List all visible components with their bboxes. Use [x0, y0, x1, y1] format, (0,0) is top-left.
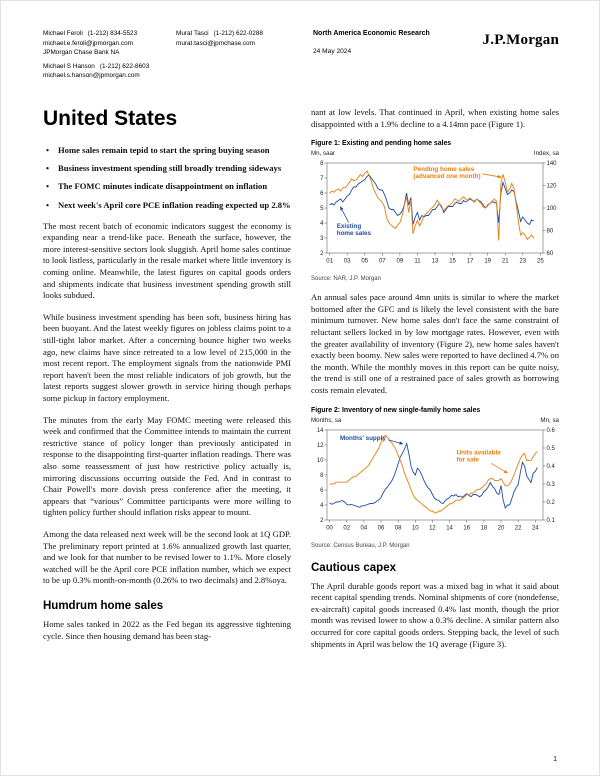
svg-text:120: 120	[546, 183, 557, 190]
svg-text:Months' supply: Months' supply	[339, 434, 386, 442]
svg-text:0.3: 0.3	[546, 481, 555, 488]
svg-text:2: 2	[320, 251, 324, 258]
svg-text:06: 06	[377, 525, 385, 532]
figure-1-title: Figure 1: Existing and pending home sales	[311, 140, 452, 148]
svg-text:10: 10	[316, 457, 324, 464]
svg-text:21: 21	[501, 258, 509, 265]
svg-text:0.2: 0.2	[546, 499, 555, 506]
svg-text:13: 13	[431, 258, 439, 265]
svg-text:Units available: Units available	[456, 448, 501, 456]
svg-text:19: 19	[484, 258, 492, 265]
page-title: United States	[43, 107, 178, 130]
svg-text:08: 08	[394, 525, 402, 532]
svg-text:16: 16	[463, 525, 471, 532]
page-number: 1	[553, 756, 557, 763]
svg-text:7: 7	[320, 176, 324, 183]
svg-text:140: 140	[546, 161, 557, 168]
page-header	[43, 29, 559, 85]
body-paragraph: nant at low levels. That continued in April, when existing home sales disappointed with a 1.9% decline to a 4.14mn pace (Figure 1).	[311, 107, 559, 129]
bullet-item: • Business investment spending still broadly trending sideways	[43, 163, 291, 174]
svg-text:00: 00	[326, 525, 333, 532]
svg-text:03: 03	[343, 258, 351, 265]
svg-text:12: 12	[429, 525, 436, 532]
body-paragraph: The most recent batch of economic indicators suggest the economy is expanding near a trend-like pace. Beneath the surface, however, the more interest-sensitive sectors look sluggish. April home sales continue to look listless, particularly in the resale market where little inventory is coming online. Meanwhile, the latest figures on capital goods orders and shipments indicate that business investment spending growth still looks subdued.	[43, 220, 291, 301]
figure-2	[311, 407, 559, 549]
svg-text:02: 02	[343, 525, 351, 532]
svg-text:25: 25	[537, 258, 544, 265]
figure-2-chart	[311, 425, 559, 537]
svg-text:15: 15	[449, 258, 456, 265]
svg-text:80: 80	[546, 228, 554, 235]
svg-text:Pending home sales: Pending home sales	[413, 166, 475, 174]
svg-text:0.5: 0.5	[546, 445, 555, 452]
contact-name: Michael S Hanson	[43, 62, 95, 70]
header-contacts-column-2	[176, 29, 313, 85]
contact-block	[176, 29, 313, 48]
svg-text:0.6: 0.6	[546, 427, 555, 434]
contact-line	[43, 62, 176, 72]
contact-org: JPMorgan Chase Bank NA	[43, 49, 120, 57]
svg-text:8: 8	[320, 161, 324, 168]
svg-text:22: 22	[514, 525, 522, 532]
svg-text:24: 24	[531, 525, 539, 532]
left-axis-unit: Mn, saar	[311, 150, 336, 158]
svg-text:23: 23	[519, 258, 527, 265]
figure-1-chart	[311, 158, 559, 270]
svg-text:04: 04	[360, 525, 368, 532]
svg-text:60: 60	[546, 251, 554, 258]
section-heading-humdrum-home-sales: Humdrum home sales	[43, 599, 164, 612]
right-axis-unit: Mn, sa	[540, 416, 559, 424]
svg-text:0.1: 0.1	[546, 517, 555, 524]
contact-phone: (1-212) 622-0288	[213, 30, 263, 37]
svg-text:14: 14	[446, 525, 453, 532]
figure-2-source: Source: Census Bureau, J.P. Morgan	[311, 542, 410, 549]
bullet-item: • Next week's April core PCE inflation reading expected up 2.8%	[43, 200, 291, 211]
svg-text:8: 8	[320, 472, 324, 479]
body-paragraph: The minutes from the early May FOMC meeting were released this week and confirmed that the Committee intends to maintain the current restrictive stance of policy longer than previously anticipated in response to the disappointing first-quarter inflation readings. There was also some reassessment of just how restrictive policy actually is, mirroring discussions occurring outside the Fed. And in contrast to Chair Powell's more dovish press conference after the meeting, it appears that “various” Committee participants were more willing to tighten policy further should inflation risks appear to mount.	[43, 414, 291, 518]
jpmorgan-logo: J.P.Morgan	[482, 32, 559, 48]
svg-text:07: 07	[378, 258, 386, 265]
svg-text:18: 18	[480, 525, 488, 532]
svg-text:100: 100	[546, 206, 557, 213]
contact-block	[43, 29, 176, 58]
right-column	[311, 107, 559, 660]
contact-phone: (1-212) 834-5523	[87, 30, 138, 37]
bullet-item: • The FOMC minutes indicate disappointment on inflation	[43, 181, 291, 192]
svg-text:17: 17	[466, 258, 474, 265]
svg-text:6: 6	[320, 191, 324, 198]
contact-email: michael.e.feroli@jpmorgan.com	[43, 39, 133, 47]
summary-bullets	[43, 145, 291, 211]
svg-text:2: 2	[320, 517, 324, 524]
bullet-item: • Home sales remain tepid to start the spring buying season	[43, 145, 291, 156]
svg-text:01: 01	[326, 258, 333, 265]
svg-text:05: 05	[361, 258, 369, 265]
right-axis-unit: Index, sa	[533, 150, 559, 158]
contact-line	[176, 29, 313, 39]
research-division-title: North America Economic Research	[313, 30, 430, 37]
svg-text:5: 5	[320, 206, 324, 213]
contact-name: Murat Tasci	[176, 30, 209, 37]
figure-1-axis-units	[311, 150, 559, 157]
svg-text:14: 14	[316, 427, 324, 434]
body-paragraph: While business investment spending has been soft, business hiring has been buoyant. And the latest weekly figures on jobless claims point to a still-tight labor market. After a concerning bounce higher two weeks ago, new claims have since retreated to a low level of 215,000 in the most recent report. The employment signals from the nationwide PMI report haven't been the most reliable indicators of job growth, but the latest reports suggest slower growth in service hiring though perhaps some pickup in factory employment.	[43, 311, 291, 403]
svg-text:0.4: 0.4	[546, 463, 555, 470]
svg-text:4: 4	[320, 502, 324, 509]
section-heading-cautious-capex: Cautious capex	[311, 561, 396, 574]
svg-text:09: 09	[396, 258, 404, 265]
body-paragraph: An annual sales pace around 4mn units is similar to where the market bottomed after the GFC and is likely the level consistent with the bare minimum turnover. New home sales don't face the same constraint of reluctant sellers locked in by low mortgage rates. However, even with the greater availability of inventory (Figure 2), new home sales haven't exactly been boomy. New sales were reported to have declined 4.7% on the month. While the monthly moves in this report can be quite noisy, the trend is still one of a restrained pace of sales growth as borrowing costs remain elevated.	[311, 292, 559, 395]
figure-2-axis-units	[311, 417, 559, 424]
svg-text:(advanced one month): (advanced one month)	[413, 173, 481, 181]
svg-text:Existing: Existing	[336, 222, 362, 230]
left-column	[43, 107, 291, 652]
svg-text:12: 12	[316, 442, 324, 449]
contact-email: murat.tasci@jpmchase.com	[176, 39, 255, 47]
contact-email: michael.s.hanson@jpmorgan.com	[43, 72, 140, 80]
svg-text:3: 3	[320, 236, 324, 243]
header-contacts-column-1	[43, 29, 176, 85]
body-paragraph: Among the data released next week will be the second look at 1Q GDP. The preliminary report printed at 1.6% annualized growth last quarter, and we look for that number to be revised lower to 1.1%. More closely watched will be the April core PCE inflation number, which we expect to be up 0.3% month-on-month (0.26% to two decimals) and 2.8%oya.	[43, 528, 291, 586]
svg-text:6: 6	[320, 487, 324, 494]
body-paragraph: Home sales tanked in 2022 as the Fed began its aggressive tightening cycle. Since then housing demand has been stag-	[43, 618, 291, 641]
svg-text:11: 11	[414, 258, 421, 265]
contact-block	[43, 62, 176, 81]
svg-text:20: 20	[497, 525, 505, 532]
svg-text:4: 4	[320, 221, 324, 228]
contact-phone: (1-212) 622-8603	[99, 62, 150, 70]
header-research-block	[313, 29, 455, 85]
contact-line	[43, 29, 176, 39]
svg-text:10: 10	[411, 525, 419, 532]
svg-text:for sale: for sale	[456, 455, 480, 463]
publication-date: 24 May 2024	[313, 47, 352, 55]
figure-2-title: Figure 2: Inventory of new single-family home sales	[311, 406, 481, 414]
left-axis-unit: Months, sa	[311, 416, 342, 424]
figure-1-source: Source: NAR, J.P. Morgan	[311, 276, 381, 283]
contact-name: Michael Feroli	[43, 30, 83, 37]
figure-1	[311, 140, 559, 282]
body-paragraph: The April durable goods report was a mixed bag in what it said about recent capital spending trends. Nominal shipments of core (nondefense, ex-aircraft) capital goods increased 0.4% last month, though the prior month was revised lower to show a 0.3% decline. A similar pattern also occurred for core capital goods orders. Stepping back, the level of such shipments in April was below the 1Q average (Figure 3).	[311, 580, 559, 649]
svg-text:home sales: home sales	[336, 229, 372, 237]
